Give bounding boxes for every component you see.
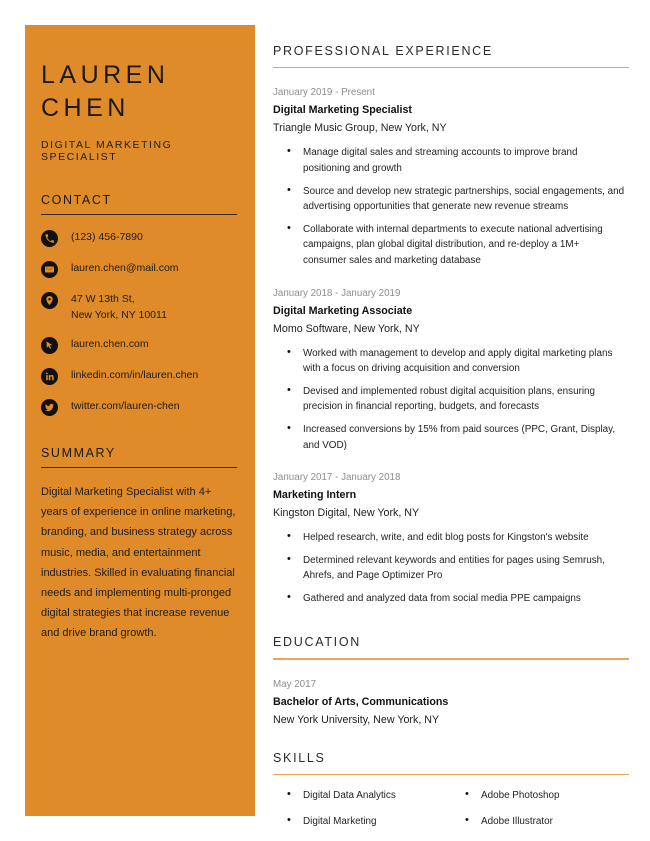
list-item: • Devised and implemented robust digital acquisition plans, ensuring precision in financial reporting, budgets, and forecasts	[303, 384, 629, 415]
phone-icon	[41, 230, 58, 247]
list-item: • Increased conversions by 15% from paid sources (PPC, Grant, Display, and VOD)	[303, 422, 629, 453]
first-name: LAUREN	[41, 61, 170, 89]
list-item: • Digital Marketing	[303, 814, 451, 830]
education-section	[273, 635, 629, 728]
linkedin-icon	[41, 368, 58, 385]
list-item: • Adobe Illustrator	[481, 814, 629, 830]
skills-section	[273, 751, 629, 840]
main-column	[273, 44, 629, 839]
contact-item-website[interactable]	[41, 336, 239, 354]
entry-title: Digital Marketing Associate	[273, 304, 413, 317]
list-item: • Worked with management to develop and apply digital marketing plans with a focus on driving acquisition and conversion	[303, 346, 629, 377]
experience-divider	[273, 67, 629, 68]
entry-org: Kingston Digital, New York, NY	[273, 507, 420, 520]
map-pin-icon	[41, 292, 58, 309]
contact-item-twitter[interactable]	[41, 398, 239, 416]
entry-org: New York University, New York, NY	[273, 713, 440, 726]
list-item: • Gathered and analyzed data from social media PPE campaigns	[303, 591, 629, 607]
education-entry	[273, 677, 629, 729]
list-item: • Determined relevant keywords and entities for pages using Semrush, Ahrefs, and Page Optimizer Pro	[303, 553, 629, 584]
contact-phone-text: (123) 456-7890	[71, 231, 143, 243]
experience-entry	[273, 85, 629, 268]
skills-heading: SKILLS	[273, 750, 326, 765]
sidebar	[25, 25, 255, 816]
contact-item-address	[41, 291, 239, 323]
entry-date: January 2017 - January 2018	[273, 472, 401, 484]
entry-title: Digital Marketing Specialist	[273, 104, 412, 117]
entry-date: May 2017	[273, 678, 317, 690]
contact-website-text: lauren.chen.com	[71, 338, 149, 350]
list-item: • Helped research, write, and edit blog posts for Kingston's website	[303, 530, 629, 546]
experience-entry	[273, 470, 629, 606]
skills-grid	[273, 788, 629, 839]
list-item: • Digital Data Analytics	[303, 788, 451, 804]
last-name: CHEN	[41, 94, 130, 122]
contact-divider	[41, 214, 237, 215]
twitter-icon	[41, 399, 58, 416]
cursor-icon	[41, 337, 58, 354]
entry-org: Momo Software, New York, NY	[273, 322, 420, 335]
list-item: • Adobe Photoshop	[481, 788, 629, 804]
contact-item-phone[interactable]	[41, 229, 239, 247]
education-heading: EDUCATION	[273, 635, 361, 650]
contact-address-text: 47 W 13th St, New York, NY 10011	[71, 293, 167, 321]
contact-heading: CONTACT	[41, 193, 112, 207]
experience-entry	[273, 286, 629, 454]
entry-org: Triangle Music Group, New York, NY	[273, 122, 447, 135]
summary-heading: SUMMARY	[41, 446, 116, 460]
contact-twitter-text: twitter.com/lauren-chen	[71, 400, 180, 412]
envelope-icon	[41, 261, 58, 278]
summary-divider	[41, 467, 237, 468]
contact-list	[41, 229, 239, 416]
skills-column-right	[451, 788, 629, 839]
skills-divider	[273, 774, 629, 775]
contact-email-text: lauren.chen@mail.com	[71, 262, 179, 274]
contact-linkedin-text: linkedin.com/in/lauren.chen	[71, 369, 199, 381]
list-item: • Collaborate with internal departments to execute national advertising campaigns, plan global digital distribution, and re-deploy a 1M+ consumer sales and marketing database	[303, 222, 629, 269]
experience-heading: PROFESSIONAL EXPERIENCE	[273, 44, 493, 58]
summary-section	[41, 446, 239, 644]
job-title: DIGITAL MARKETING SPECIALIST	[41, 139, 173, 163]
entry-bullets	[273, 145, 629, 268]
name-block	[41, 59, 239, 163]
skills-column-left	[273, 788, 451, 839]
entry-bullets	[273, 530, 629, 606]
entry-title: Marketing Intern	[273, 489, 357, 502]
entry-title: Bachelor of Arts, Communications	[273, 695, 449, 708]
contact-item-email[interactable]	[41, 260, 239, 278]
entry-date: January 2018 - January 2019	[273, 287, 401, 299]
entry-date: January 2019 - Present	[273, 87, 375, 99]
section-gap	[273, 729, 629, 751]
experience-section	[273, 44, 629, 606]
contact-item-linkedin[interactable]	[41, 367, 239, 385]
list-item: • Manage digital sales and streaming accounts to improve brand positioning and growth	[303, 145, 629, 176]
section-gap	[273, 613, 629, 635]
list-item: • Source and develop new strategic partnerships, social engagements, and advertising opportunities that generate new revenue streams	[303, 184, 629, 215]
entry-bullets	[273, 346, 629, 454]
summary-text: Digital Marketing Specialist with 4+ years of experience in online marketing, branding, and business strategy across music, media, and entertainment industries. Skilled in evaluating financial needs and implementing multi-pronged digital strategies that increase revenue and drive brand growth.	[41, 486, 236, 640]
education-divider	[273, 658, 629, 659]
contact-section	[41, 193, 239, 416]
